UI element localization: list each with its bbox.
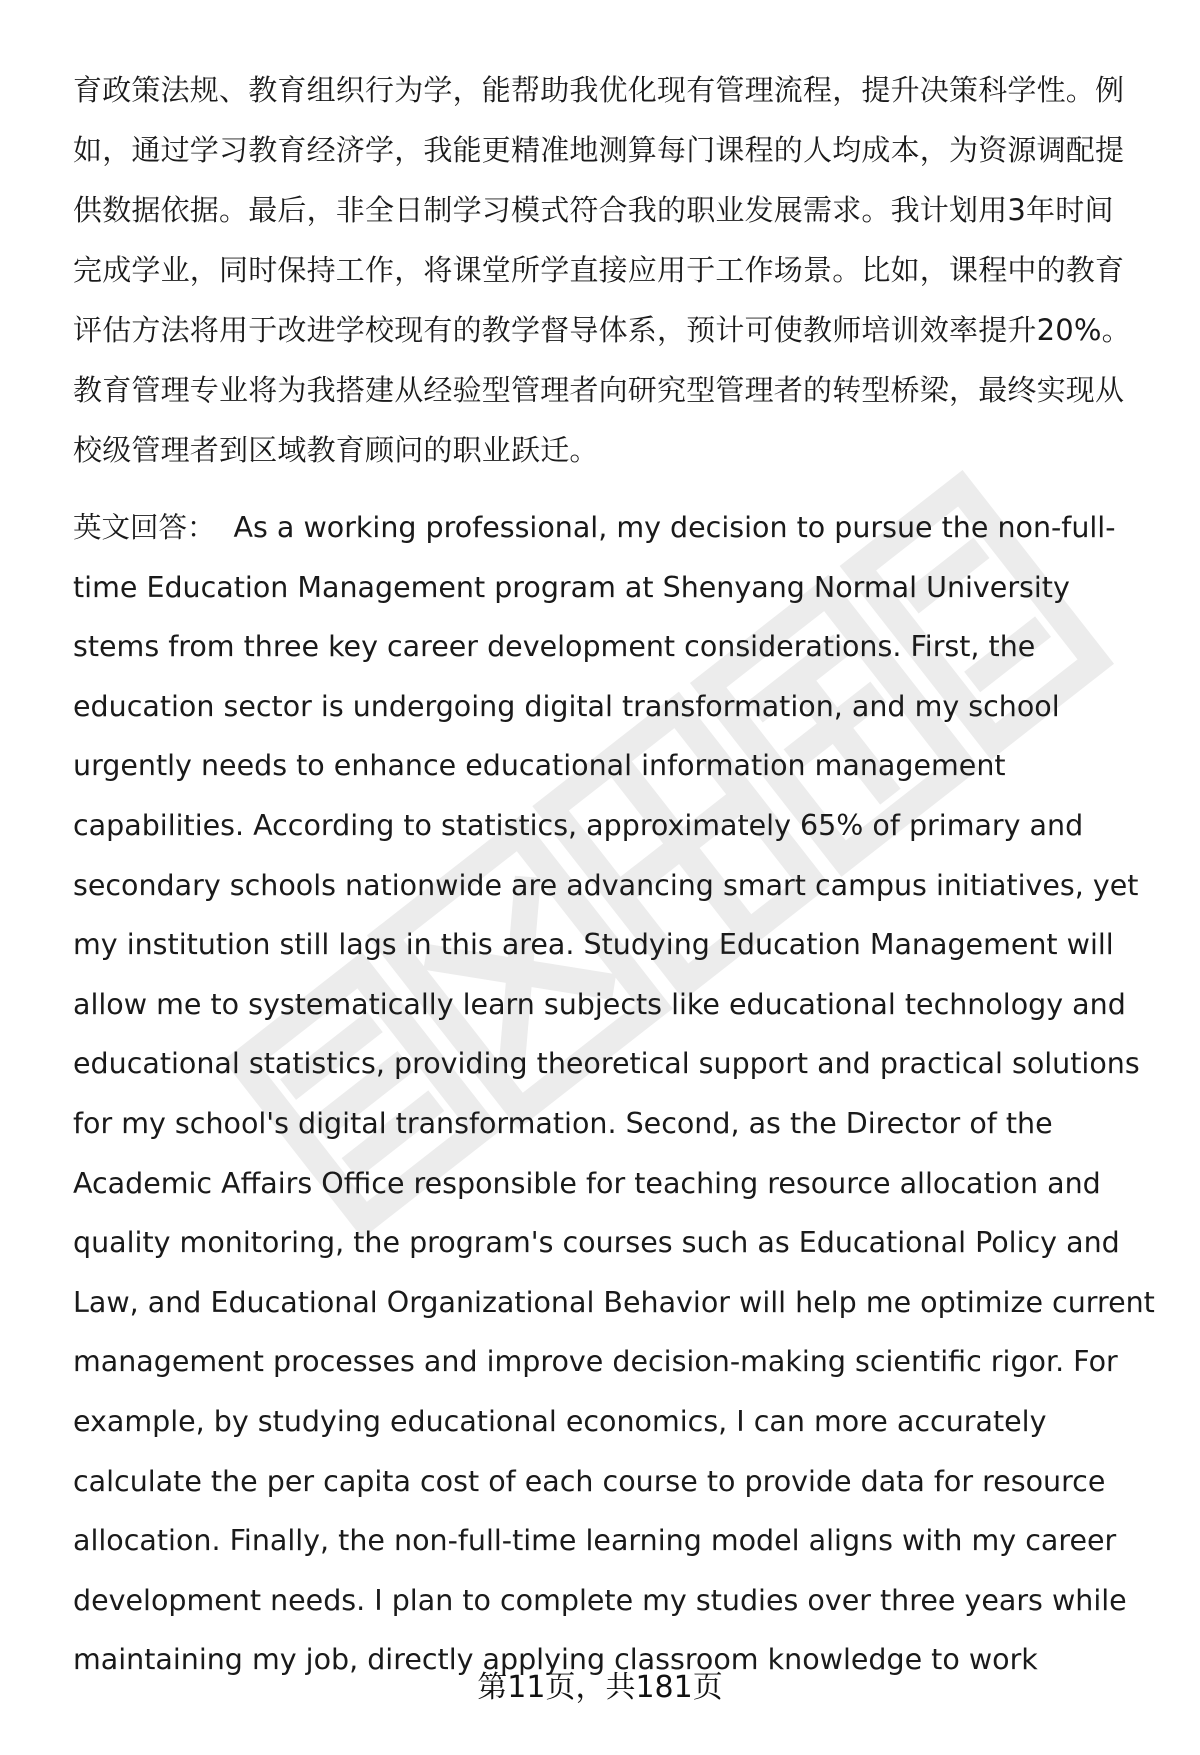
english-line: As a working professional, my decision to pursue the non-full- bbox=[233, 511, 1116, 544]
page-number-footer: 第11页，共181页 bbox=[477, 1670, 723, 1705]
english-line: urgently needs to enhance educational information management bbox=[73, 749, 1006, 783]
english-line: management processes and improve decision-making scientific rigor. For bbox=[73, 1345, 1118, 1379]
chinese-line: 供数据依据。最后，非全日制学习模式符合我的职业发展需求。我计划用3年时间 bbox=[73, 193, 1114, 227]
english-line: calculate the per capita cost of each course to provide data for resource bbox=[73, 1464, 1106, 1498]
english-line: education sector is undergoing digital transformation, and my school bbox=[73, 689, 1060, 723]
chinese-line: 教育管理专业将为我搭建从经验型管理者向研究型管理者的转型桥梁，最终实现从 bbox=[73, 373, 1125, 407]
english-line: for my school's digital transformation. Second, as the Director of the bbox=[73, 1106, 1053, 1140]
english-answer-label: 英文回答： bbox=[73, 511, 216, 544]
chinese-line: 完成学业，同时保持工作，将课堂所学直接应用于工作场景。比如，课程中的教育 bbox=[73, 253, 1125, 287]
english-line: allow me to systematically learn subjects like educational technology and bbox=[73, 987, 1126, 1021]
chinese-line: 如，通过学习教育经济学，我能更精准地测算每门课程的人均成本，为资源调配提 bbox=[73, 133, 1125, 167]
english-line: example, by studying educational economics, I can more accurately bbox=[73, 1404, 1047, 1438]
english-line: secondary schools nationwide are advancing smart campus initiatives, yet bbox=[73, 868, 1139, 902]
english-line: maintaining my job, directly applying classroom knowledge to work bbox=[73, 1643, 1038, 1677]
english-line: time Education Management program at Shenyang Normal University bbox=[73, 570, 1070, 604]
chinese-line: 育政策法规、教育组织行为学，能帮助我优化现有管理流程，提升决策科学性。例 bbox=[73, 73, 1125, 107]
english-line: Law, and Educational Organizational Behavior will help me optimize current bbox=[73, 1285, 1155, 1319]
chinese-line: 校级管理者到区域教育顾问的职业跃迁。 bbox=[73, 433, 599, 467]
chinese-answer-paragraph bbox=[73, 60, 1153, 480]
english-line: development needs. I plan to complete my studies over three years while bbox=[73, 1583, 1127, 1617]
english-line: quality monitoring, the program's courses such as Educational Policy and bbox=[73, 1226, 1120, 1260]
english-answer-paragraph bbox=[73, 498, 1153, 1690]
chinese-line: 评估方法将用于改进学校现有的教学督导体系，预计可使教师培训效率提升20%。 bbox=[73, 313, 1131, 347]
english-line: capabilities. According to statistics, approximately 65% of primary and bbox=[73, 808, 1084, 842]
english-answer-first-line bbox=[73, 498, 1153, 558]
english-line: educational statistics, providing theoretical support and practical solutions bbox=[73, 1047, 1140, 1081]
english-line: allocation. Finally, the non-full-time learning model aligns with my career bbox=[73, 1524, 1117, 1558]
english-line: my institution still lags in this area. Studying Education Management will bbox=[73, 928, 1114, 962]
english-line: stems from three key career development considerations. First, the bbox=[73, 630, 1036, 664]
english-line: Academic Affairs Office responsible for teaching resource allocation and bbox=[73, 1166, 1101, 1200]
